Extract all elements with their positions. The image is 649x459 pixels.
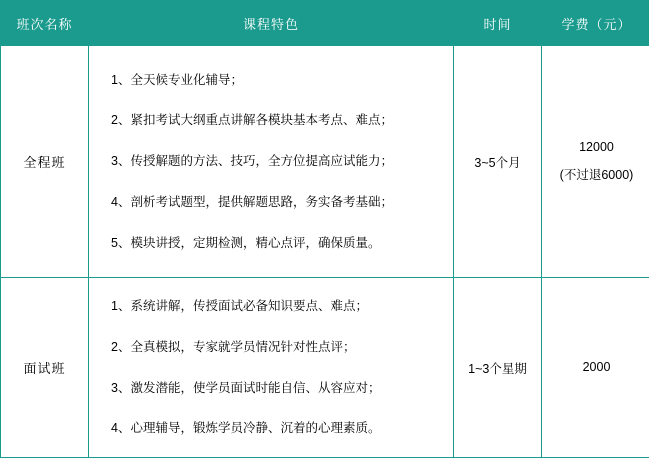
column-header-feature: 课程特色 bbox=[89, 1, 454, 46]
feature-item: 4、心理辅导，锻炼学员冷静、沉着的心理素质。 bbox=[111, 421, 381, 436]
feature-item: 1、全天候专业化辅导； bbox=[111, 72, 243, 87]
table-body bbox=[1, 46, 649, 458]
fee-amount: 12000 bbox=[579, 140, 614, 154]
feature-item: 2、全真模拟，专家就学员情况针对性点评； bbox=[111, 339, 356, 354]
column-header-fee: 学费（元） bbox=[542, 1, 649, 46]
feature-item: 3、激发潜能，使学员面试时能自信、从容应对； bbox=[111, 380, 381, 395]
cell-class-name: 面试班 bbox=[1, 278, 89, 458]
cell-duration: 1~3个星期 bbox=[454, 278, 542, 458]
feature-item: 4、剖析考试题型，提供解题思路，务实备考基础； bbox=[111, 194, 393, 209]
column-header-time: 时间 bbox=[454, 1, 542, 46]
column-header-name: 班次名称 bbox=[1, 1, 89, 46]
fee-refund-note: (不过退6000) bbox=[559, 167, 634, 182]
table-row bbox=[1, 46, 649, 278]
cell-fee bbox=[542, 278, 649, 458]
cell-class-name: 全程班 bbox=[1, 46, 89, 278]
feature-item: 2、紧扣考试大纲重点讲解各模块基本考点、难点； bbox=[111, 113, 393, 128]
cell-course-features bbox=[89, 278, 454, 458]
feature-item: 3、传授解题的方法、技巧，全方位提高应试能力； bbox=[111, 154, 393, 169]
table-header bbox=[1, 1, 649, 46]
table-row bbox=[1, 278, 649, 458]
cell-course-features bbox=[89, 46, 454, 278]
feature-item: 1、系统讲解，传授面试必备知识要点、难点； bbox=[111, 299, 368, 313]
table-header-row bbox=[1, 1, 649, 46]
cell-duration: 3~5个月 bbox=[454, 46, 542, 278]
cell-fee bbox=[542, 46, 649, 278]
fee-amount: 2000 bbox=[582, 359, 611, 374]
feature-item: 5、模块讲授，定期检测，精心点评，确保质量。 bbox=[111, 235, 381, 250]
